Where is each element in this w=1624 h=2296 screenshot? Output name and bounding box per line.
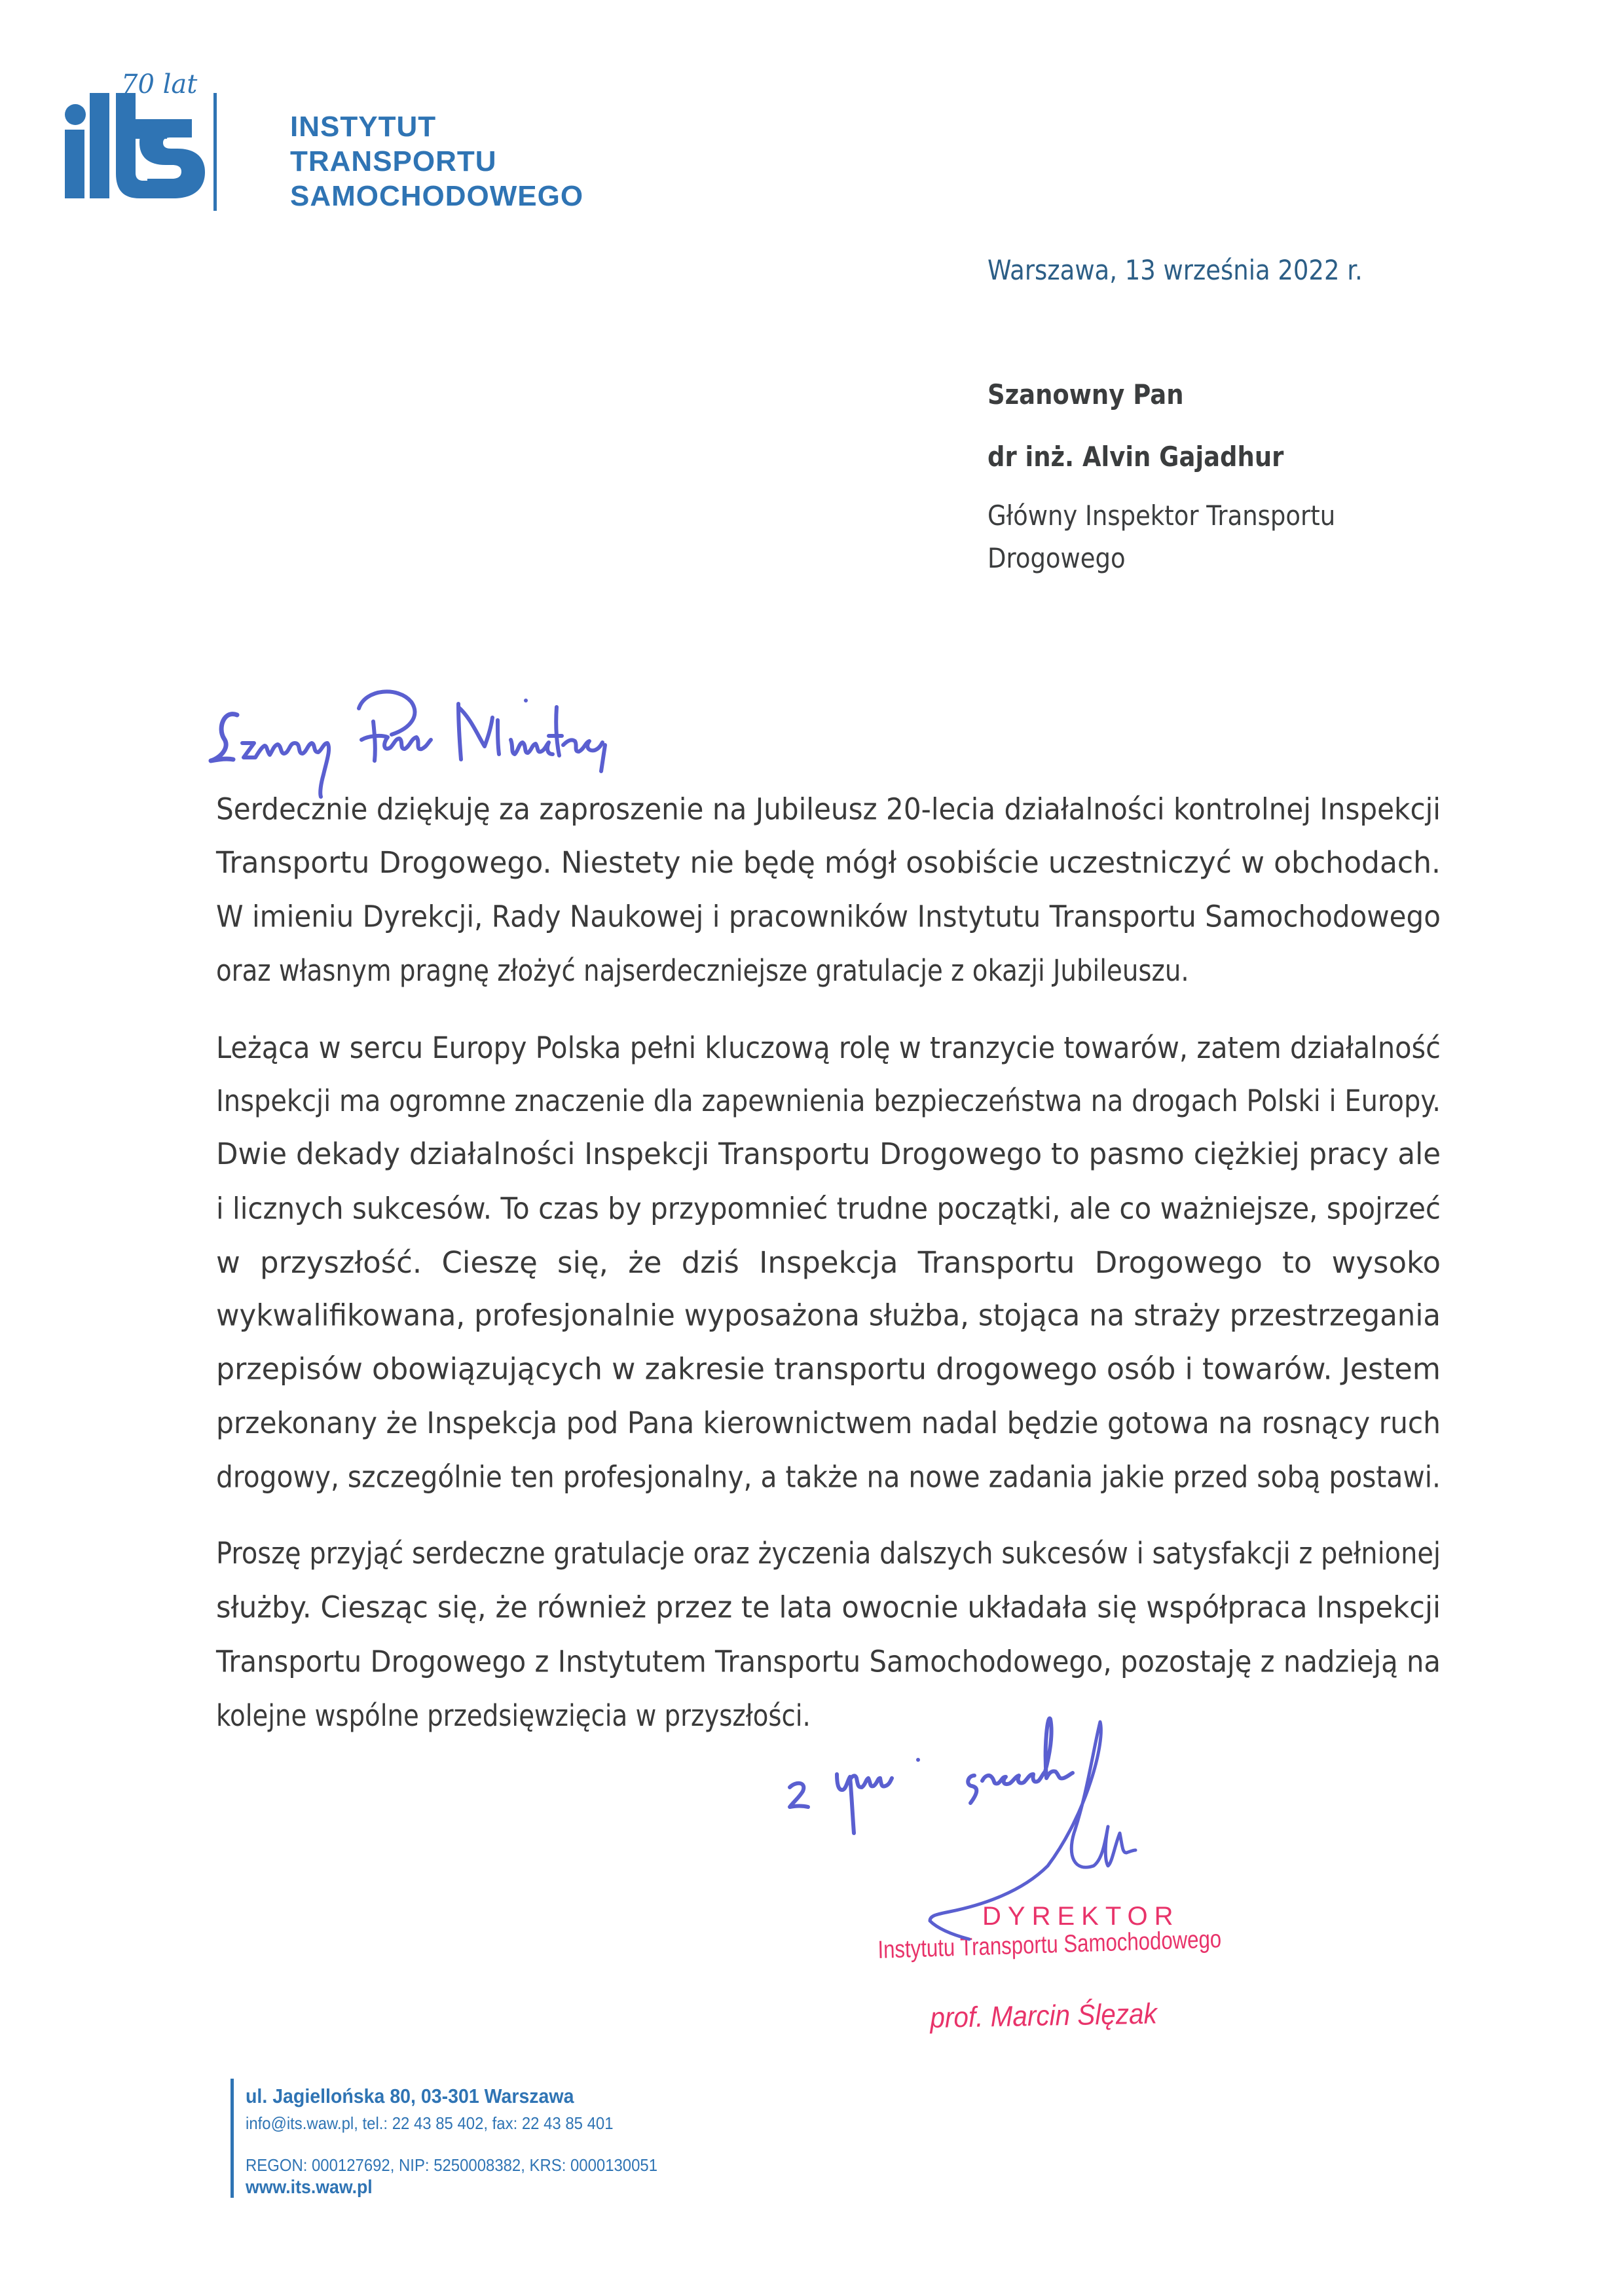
recipient-salutation: Szanowny Pan — [987, 378, 1184, 410]
body-line: służby. Ciesząc się, że również przez te lata owocnie układała się współpraca Inspekcji — [216, 1590, 1441, 1625]
stamp-signatory: prof. Marcin Ślęzak — [930, 1997, 1158, 2034]
director-signature — [904, 1715, 1297, 2043]
body-line: przekonany że Inspekcja pod Pana kierownictwem nadal będzie gotowa na rosnący ruch — [216, 1406, 1441, 1440]
body-line: kolejne wspólne przedsięwzięcia w przyszłości. — [216, 1698, 811, 1733]
body-line: drogowy, szczególnie ten profesjonalny, a także na nowe zadania jakie przed sobą postawi. — [216, 1459, 1441, 1495]
institute-name-line-2: TRANSPORTU — [290, 145, 497, 177]
body-line: i licznych sukcesów. To czas by przypomnieć trudne początki, ale co ważniejsze, spojrzeć — [216, 1191, 1441, 1226]
body-line: w przyszłość. Cieszę się, że dziś Inspekcja Transportu Drogowego to wysoko — [216, 1245, 1441, 1280]
footer-divider — [231, 2079, 234, 2198]
body-line: przepisów obowiązujących w zakresie transportu drogowego osób i towarów. Jestem — [216, 1352, 1441, 1387]
footer-contact: info@its.waw.pl, tel.: 22 43 85 402, fax: 22 43 85 401 — [246, 2113, 614, 2133]
body-line: W imieniu Dyrekcji, Rady Naukowej i pracowników Instytutu Transportu Samochodowego — [216, 899, 1441, 934]
body-line: Inspekcji ma ogromne znaczenie dla zapewnienia bezpieczeństwa na drogach Polski i Europy. — [216, 1084, 1441, 1119]
body-line: Transportu Drogowego z Instytutem Transportu Samochodowego, pozostaję z nadzieją na — [216, 1644, 1441, 1679]
footer-address: ul. Jagiellońska 80, 03-301 Warszawa — [246, 2085, 574, 2107]
institute-name-line-3: SAMOCHODOWEGO — [290, 180, 584, 212]
footer-website-link[interactable]: www.its.waw.pl — [246, 2177, 373, 2198]
body-line: Dwie dekady działalności Inspekcji Transportu Drogowego to pasmo ciężkiej pracy ale — [216, 1137, 1441, 1172]
footer-registry: REGON: 000127692, NIP: 5250008382, KRS: 0000130051 — [246, 2155, 658, 2175]
body-line: oraz własnym pragnę złożyć najserdeczniejsze gratulacje z okazji Jubileuszu. — [216, 953, 1189, 988]
body-line: Leżąca w sercu Europy Polska pełni kluczową rolę w tranzycie towarów, zatem działalność — [216, 1030, 1441, 1065]
logo-divider — [213, 93, 217, 211]
body-line: Transportu Drogowego. Niestety nie będę mógł osobiście uczestniczyć w obchodach. — [216, 845, 1441, 881]
handwritten-salutation — [210, 668, 995, 786]
body-line: wykwalifikowana, profesjonalnie wyposażona służba, stojąca na straży przestrzegania — [216, 1298, 1441, 1333]
place-date: Warszawa, 13 września 2022 r. — [987, 254, 1363, 286]
recipient-name: dr inż. Alvin Gajadhur — [987, 441, 1284, 473]
institute-logo — [56, 65, 584, 223]
anniversary-label: 70 lat — [121, 69, 198, 100]
body-line: Serdecznie dziękuję za zaproszenie na Jubileusz 20-lecia działalności kontrolnej Inspekcji — [216, 792, 1441, 827]
recipient-title-line-2: Drogowego — [987, 542, 1126, 574]
institute-name-line-1: INSTYTUT — [290, 111, 437, 143]
stamp-role: DYREKTOR — [982, 1902, 1180, 1931]
recipient-title-line-1: Główny Inspektor Transportu — [987, 500, 1336, 532]
body-line: Proszę przyjąć serdeczne gratulacje oraz życzenia dalszych sukcesów i satysfakcji z pełnionej — [216, 1537, 1441, 1571]
stamp-institution: Instytutu Transportu Samochodowego — [877, 1925, 1222, 1964]
